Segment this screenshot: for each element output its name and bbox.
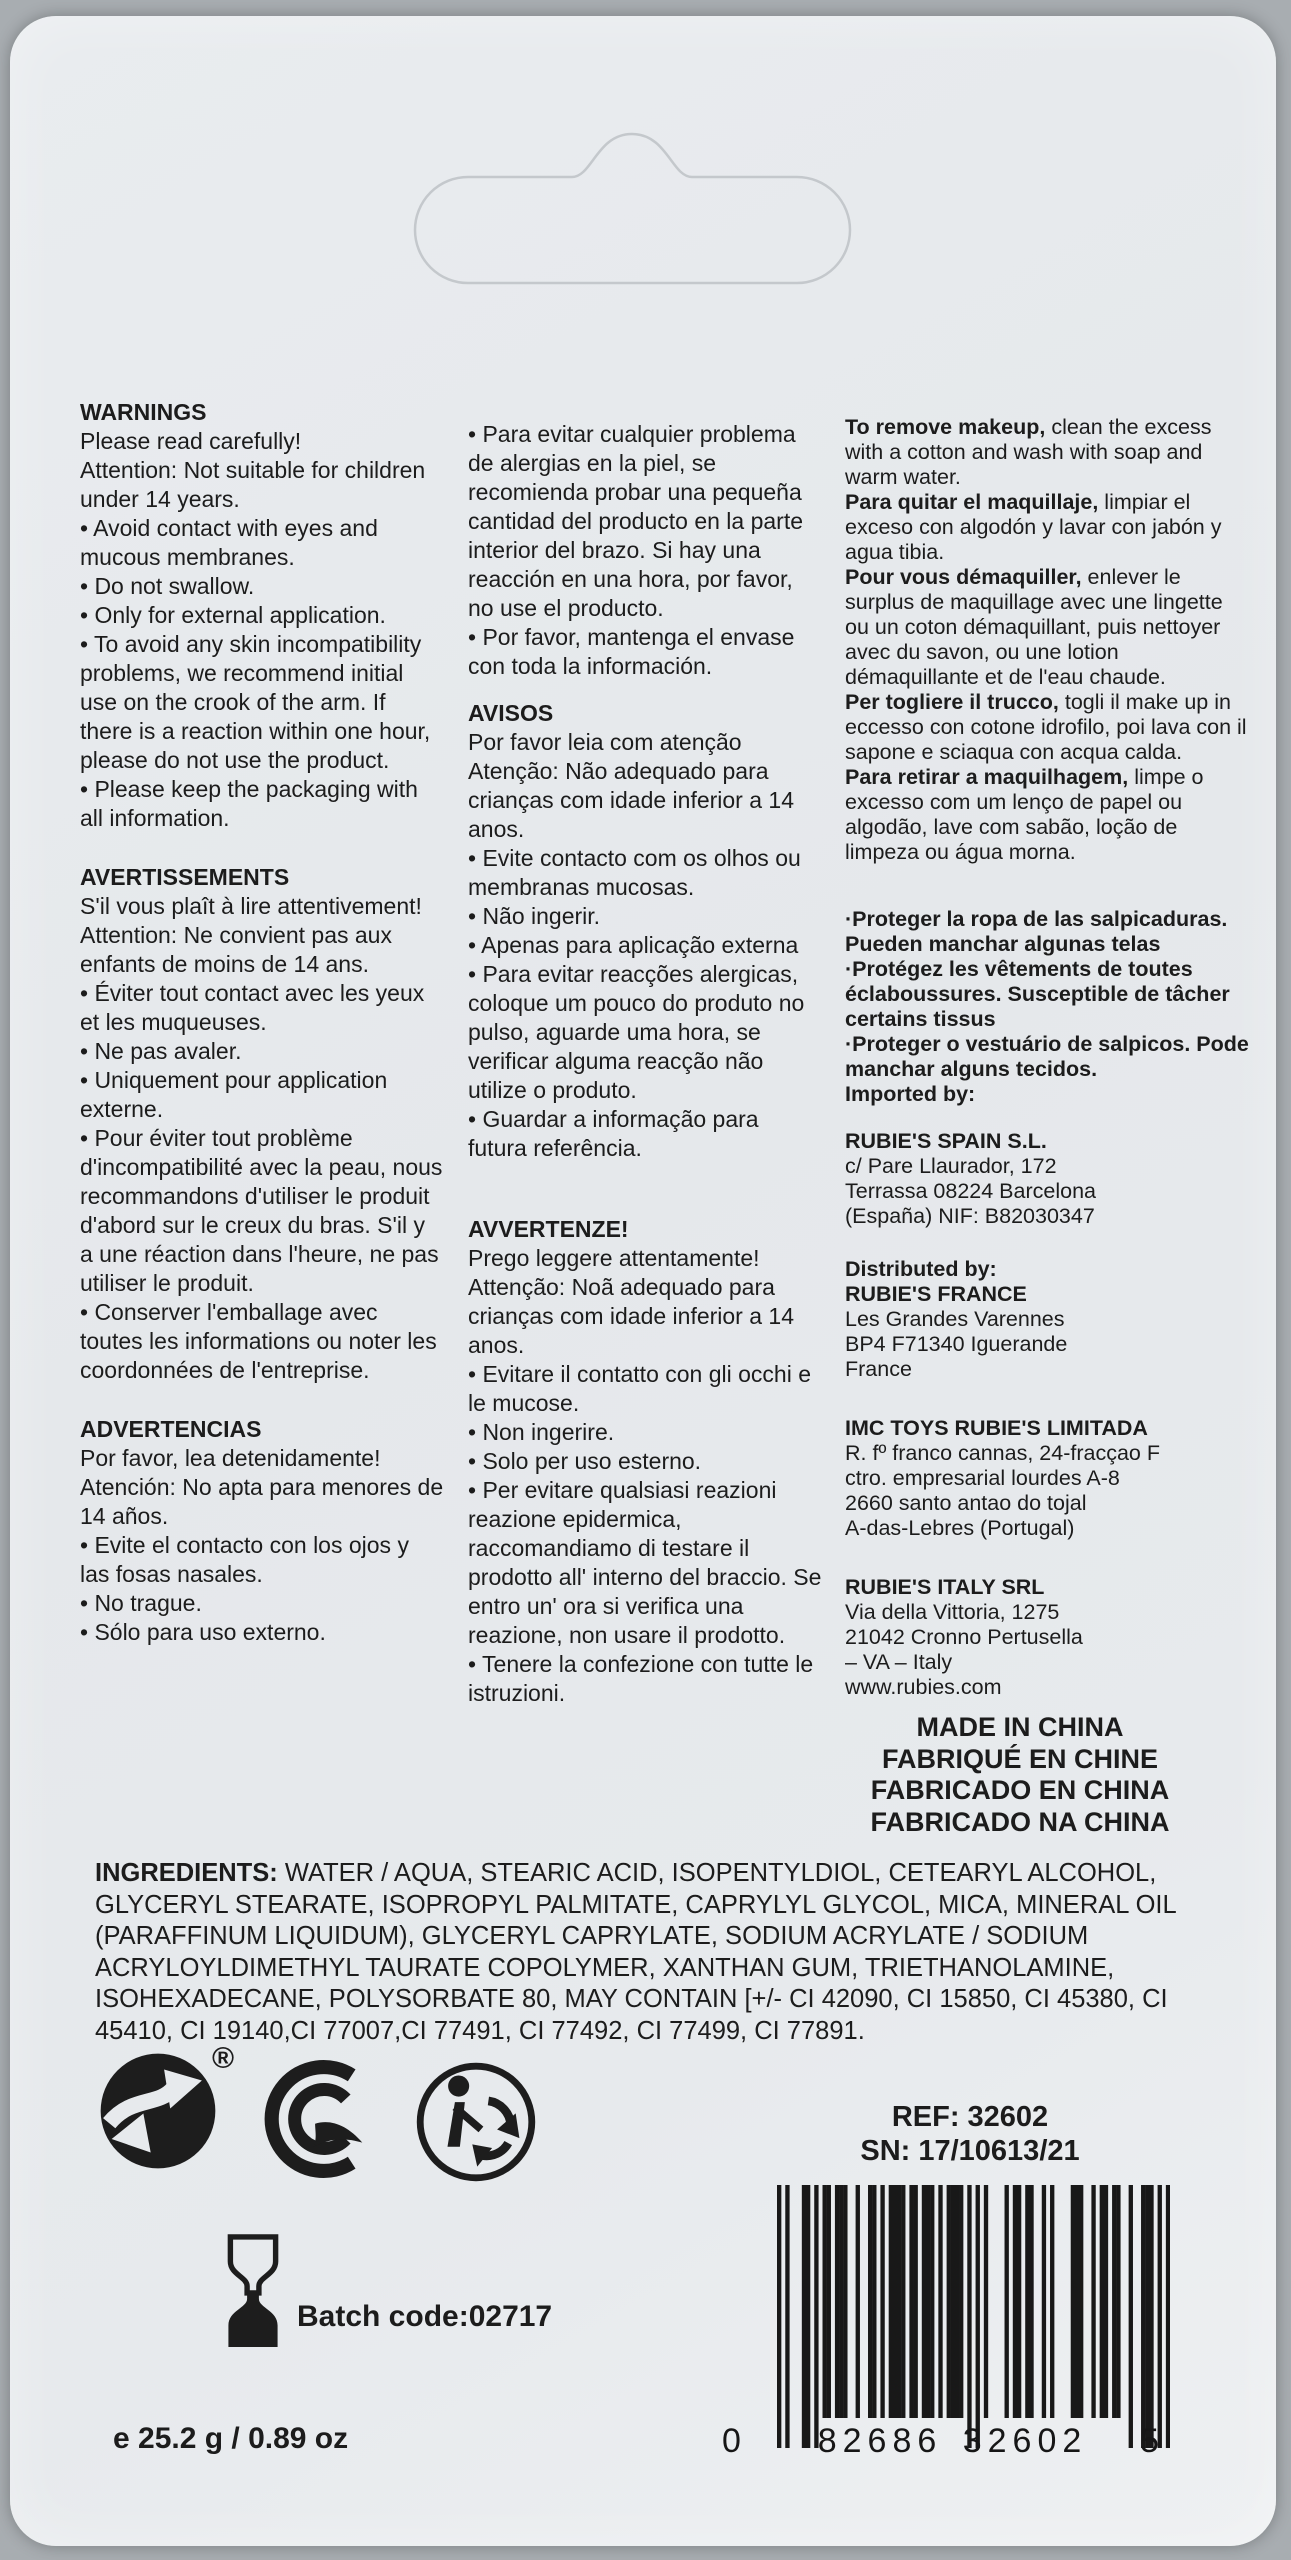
bullet-item: • Para evitar cualquier problema de alergias en la piel, se recomienda probar una pequeña cantidad del producto en la parte interior del brazo. Si hay una reacción en una hora, por favor, no use el producto. [468, 421, 804, 621]
paragraph-rest: limpiar el exceso con algodón y lavar con jabón y agua tibia. [845, 490, 1222, 564]
serial-number: SN: 17/10613/21 [860, 2135, 1080, 2167]
distributor-address-italy [845, 1575, 1249, 1675]
ref-sn-block [770, 2100, 1170, 2168]
bullet-item: • Evite el contacto con los ojos y las fosas nasales. [80, 1532, 409, 1587]
makeup-removal-paragraph [845, 565, 1249, 690]
barcode-digit-check: 5 [1140, 2422, 1159, 2460]
address-line: R. fº franco cannas, 24-fracçao F [845, 1441, 1160, 1465]
section-heading-pt: AVISOS [468, 700, 554, 726]
bullet-item: • Apenas para aplicação externa [468, 932, 799, 958]
section-heading-en: WARNINGS [80, 399, 207, 425]
ingredients-text: WATER / AQUA, STEARIC ACID, ISOPENTYLDIOL, CETEARYL ALCOHOL, GLYCERYL STEARATE, ISOPROPYL PALMITATE, CAPRYLYL GLYCOL, MICA, MINERAL OIL (PARAFFINUM LIQUIDUM), GLYCERYL CAPRYLATE, SODIUM ACRYLATE / SODIUM ACRYLOYLDIMETHYL TAURATE COPOLYMER, XANTHAN GUM, TRIETHANOLAMINE, ISOHEXADECANE, POLYSORBATE 80, MAY CONTAIN [+/- CI 42090, CI 15850, CI 45380, CI 45410, CI 19140,CI 77007,CI 77491, CI 77492, CI 77499, CI 77891. [95, 1859, 1176, 2045]
paragraph-rest: clean the excess with a cotton and wash with soap and warm water. [845, 415, 1212, 489]
distributor-address-portugal [845, 1416, 1249, 1541]
intro-line: S'il vous plaît à lire attentivement! [80, 893, 422, 919]
address-line: 2660 santo antao do tojal [845, 1491, 1087, 1515]
bullet-item: • Uniquement pour application externe. [80, 1067, 388, 1122]
barcode-digit-group: 82686 [817, 2422, 943, 2460]
intro-line: Attention: Ne convient pas aux enfants de moins de 14 ans. [80, 922, 392, 977]
ref-number: REF: 32602 [891, 2101, 1049, 2133]
paragraph-lead: Pour vous démaquiller, [845, 565, 1088, 589]
bullet-item: • No trague. [80, 1590, 202, 1616]
barcode-digit-lead: 0 [722, 2422, 741, 2460]
address-line: A-das-Lebres (Portugal) [845, 1516, 1075, 1540]
makeup-removal-paragraph [845, 765, 1249, 865]
registered-trademark-icon: ® [212, 2042, 235, 2075]
bullet-item: • To avoid any skin incompatibility problems, we recommend initial use on the crook of the arm. If there is a reaction within one hour, please do not use the product. [80, 631, 431, 773]
intro-line: Atenção: Não adequado para crianças com idade inferior a 14 anos. [468, 758, 794, 842]
bullet-item: • Para evitar reacções alergicas, coloque um pouco do produto no pulso, aguarde uma hora, se verificar alguma reacção não utilize o produto. [468, 961, 805, 1103]
company-name: RUBIE'S SPAIN S.L. [845, 1129, 1047, 1153]
company-name: IMC TOYS RUBIE'S LIMITADA [845, 1416, 1148, 1440]
ingredients-label: INGREDIENTS: [95, 1859, 278, 1887]
bullet-item: • Não ingerir. [468, 903, 601, 929]
paragraph-rest: limpe o excesso com um lenço de papel ou algodão, lave com sabão, loção de limpeza ou água morna. [845, 765, 1204, 864]
distributed-by-label: Distributed by: [845, 1257, 997, 1281]
bullet-item: • Non ingerire. [468, 1419, 615, 1445]
bullet-item: • Ne pas avaler. [80, 1038, 242, 1064]
intro-line: Por favor, lea detenidamente! [80, 1445, 381, 1471]
makeup-removal-paragraph [845, 415, 1249, 490]
bullet-item: • Por favor, mantenga el envase con toda la información. [468, 624, 795, 679]
bullet-item: • Do not swallow. [80, 573, 255, 599]
bullet-item: • Tenere la confezione con tutte le istruzioni. [468, 1651, 814, 1706]
distributor-address-france [845, 1257, 1249, 1382]
company-name: RUBIE'S ITALY SRL [845, 1575, 1045, 1599]
protect-line: ·Proteger la ropa de las salpicaduras. Pueden manchar algunas telas [845, 907, 1228, 956]
recyclable-material-arc-icon [262, 2058, 380, 2180]
paragraph-lead: To remove makeup, [845, 415, 1052, 439]
batch-code: Batch code:02717 [297, 2300, 553, 2333]
bullet-item: • Guardar a informação para futura referência. [468, 1106, 759, 1161]
intro-line: Please read carefully! [80, 428, 302, 454]
address-line: (España) NIF: B82030347 [845, 1204, 1095, 1228]
imported-by-label: Imported by: [845, 1082, 976, 1106]
made-in-line: FABRICADO EN CHINA [870, 1775, 1170, 1805]
info-column-right [845, 415, 1249, 1700]
paragraph-lead: Para retirar a maquilhagem, [845, 765, 1135, 789]
protect-line: ·Protégez les vêtements de toutes éclaboussures. Susceptible de tâcher certains tissus [845, 957, 1230, 1031]
company-name: RUBIE'S FRANCE [845, 1282, 1027, 1306]
importer-address-spain [845, 1129, 1249, 1229]
hang-tab-cutout [405, 128, 860, 288]
bullet-item: • Per evitare qualsiasi reazioni reazione epidermica, raccomandiamo di testare il prodotto all' interno del braccio. Se entro un' ora si verifica una reazione, non usare il prodotto. [468, 1477, 822, 1648]
upc-barcode-bars [777, 2185, 1170, 2448]
paragraph-lead: Per togliere il trucco, [845, 690, 1065, 714]
paragraph-lead: Para quitar el maquillaje, [845, 490, 1105, 514]
green-dot-recycling-icon [97, 2050, 219, 2172]
barcode-digit-group: 32602 [962, 2422, 1088, 2460]
address-line: 21042 Cronno Pertusella [845, 1625, 1083, 1649]
address-line: ctro. empresarial lourdes A-8 [845, 1466, 1120, 1490]
warnings-column-middle [468, 420, 822, 1708]
bullet-item: • Solo per uso esterno. [468, 1448, 702, 1474]
intro-line: Prego leggere attentamente! [468, 1245, 760, 1271]
paragraph-rest: enlever le surplus de maquillage avec une lingette ou un coton démaquillant, puis nettoyer avec du savon, ou une lotion démaquillante et de l'eau chaude. [845, 565, 1223, 689]
made-in-block [820, 1712, 1220, 1838]
address-line: France [845, 1357, 912, 1381]
address-line: Les Grandes Varennes [845, 1307, 1065, 1331]
bullet-item: • Only for external application. [80, 602, 386, 628]
bullet-item: • Please keep the packaging with all information. [80, 776, 418, 831]
bullet-item: • Evite contacto com os olhos ou membranas mucosas. [468, 845, 801, 900]
address-line: BP4 F71340 Iguerande [845, 1332, 1068, 1356]
made-in-line: MADE IN CHINA [916, 1712, 1124, 1742]
ingredients-block [95, 1858, 1215, 2047]
hourglass-shelf-life-icon [223, 2232, 283, 2350]
net-weight: e 25.2 g / 0.89 oz [113, 2422, 349, 2455]
intro-line: Atención: No apta para menores de 14 años. [80, 1474, 444, 1529]
triman-sorting-icon [413, 2060, 539, 2184]
intro-line: Attention: Not suitable for children under 14 years. [80, 457, 426, 512]
protect-clothing-block [845, 907, 1249, 1082]
address-line: – VA – Italy [845, 1650, 953, 1674]
bullet-item: • Avoid contact with eyes and mucous membranes. [80, 515, 378, 570]
made-in-line: FABRICADO NA CHINA [870, 1806, 1170, 1837]
address-line: Terrassa 08224 Barcelona [845, 1179, 1096, 1203]
makeup-removal-paragraph [845, 690, 1249, 765]
bullet-item: • Sólo para uso externo. [80, 1619, 326, 1645]
made-in-line: FABRIQUÉ EN CHINE [881, 1743, 1159, 1774]
bullet-item: • Éviter tout contact avec les yeux et les muqueuses. [80, 980, 425, 1035]
intro-line: Por favor leia com atenção [468, 729, 742, 755]
protect-line: ·Proteger o vestuário de salpicos. Pode manchar alguns tecidos. [845, 1032, 1249, 1081]
address-line: Via della Vittoria, 1275 [845, 1600, 1060, 1624]
website-url: www.rubies.com [845, 1675, 1002, 1699]
warnings-column-left [80, 398, 444, 1647]
bullet-item: • Pour éviter tout problème d'incompatibilité avec la peau, nous recommandons d'utiliser le produit d'abord sur le creux du bras. S'il y a une réaction dans l'heure, ne pas utiliser le produit. [80, 1125, 443, 1296]
section-heading-fr: AVERTISSEMENTS [80, 864, 290, 890]
bullet-item: • Conserver l'emballage avec toutes les informations ou noter les coordonnées de l'entreprise. [80, 1299, 437, 1383]
section-heading-it: AVVERTENZE! [468, 1216, 629, 1242]
intro-line: Attenção: Noã adequado para crianças com idade inferior a 14 anos. [468, 1274, 794, 1358]
bullet-item: • Evitare il contatto con gli occhi e le mucose. [468, 1361, 812, 1416]
paragraph-rest: togli il make up in eccesso con cotone idrofilo, poi lava con il sapone e sciaqua con acqua calda. [845, 690, 1247, 764]
makeup-removal-paragraph [845, 490, 1249, 565]
address-line: c/ Pare Llaurador, 172 [845, 1154, 1057, 1178]
section-heading-es: ADVERTENCIAS [80, 1416, 262, 1442]
